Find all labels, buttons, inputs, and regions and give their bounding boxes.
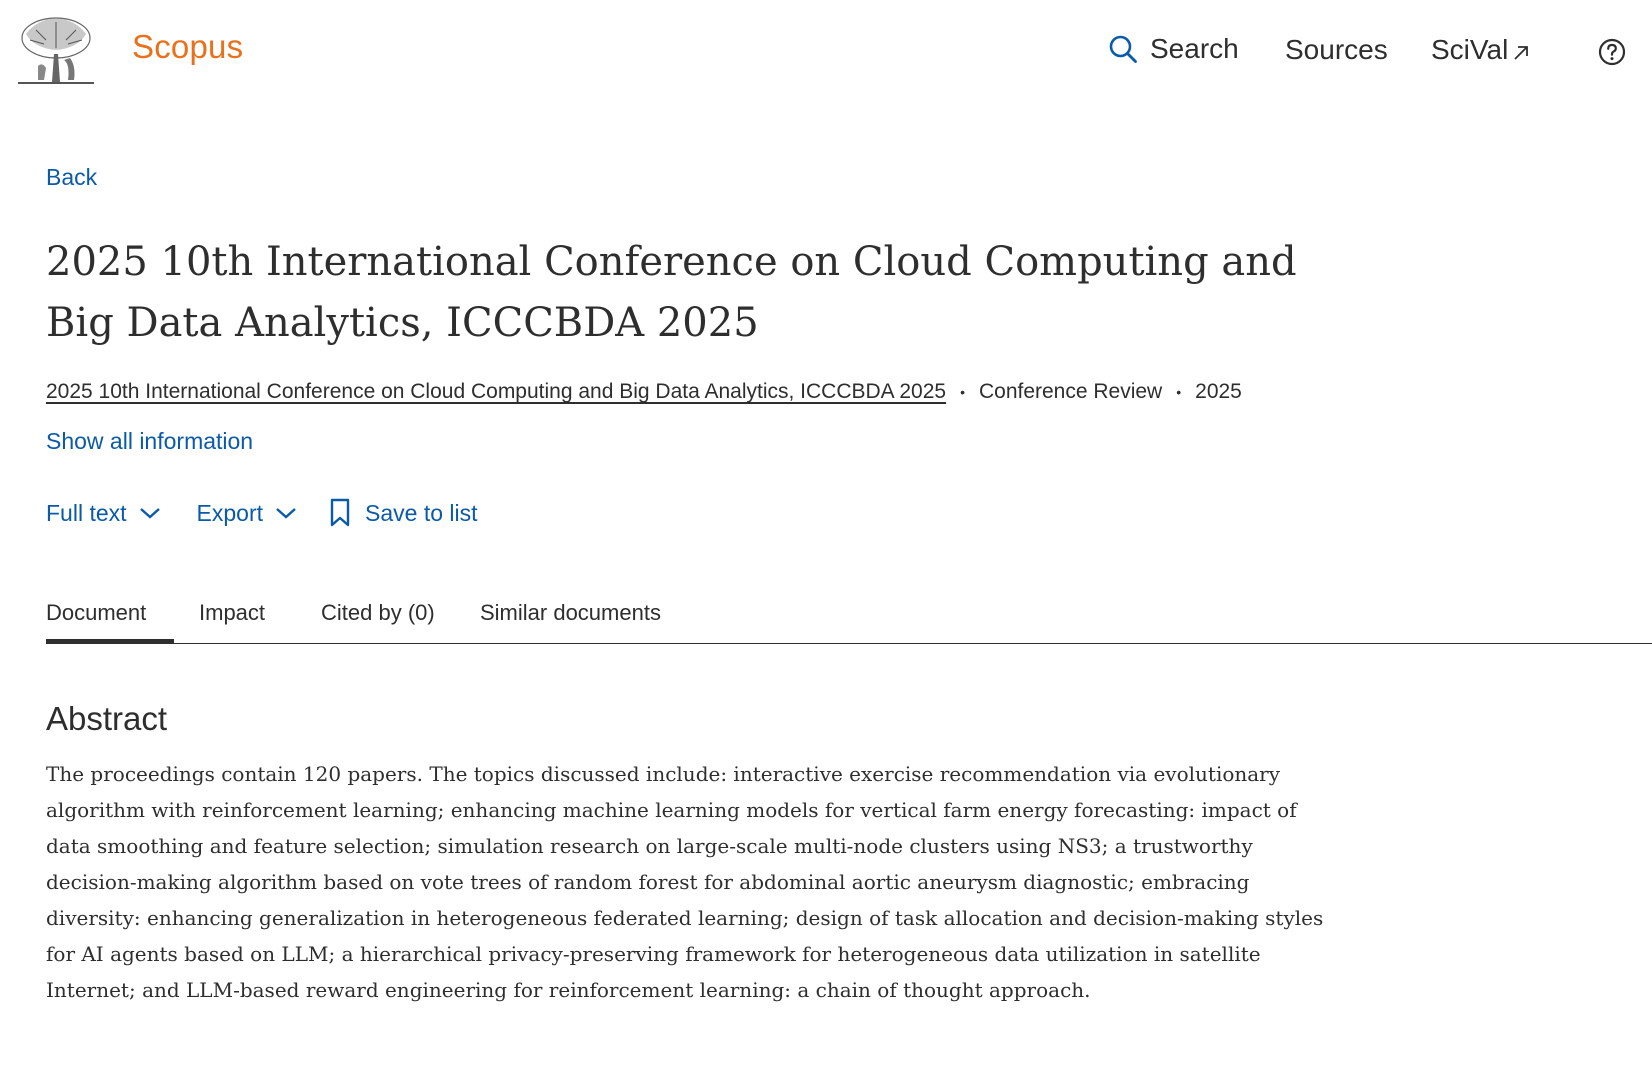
document-tabs xyxy=(46,600,1652,644)
nav-scival-link[interactable] xyxy=(1431,34,1530,66)
full-text-dropdown[interactable] xyxy=(46,500,161,527)
full-text-label: Full text xyxy=(46,499,127,526)
bookmark-icon xyxy=(329,498,351,528)
external-link-icon xyxy=(1512,44,1530,62)
top-header xyxy=(0,0,1652,100)
tab-impact[interactable]: Impact xyxy=(199,600,266,625)
save-to-list-button[interactable] xyxy=(329,498,478,528)
meta-separator: • xyxy=(1176,384,1182,400)
nav-search-link[interactable] xyxy=(1108,33,1239,65)
meta-separator: • xyxy=(960,384,965,400)
scopus-brand[interactable]: Scopus xyxy=(132,28,244,65)
back-link[interactable]: Back xyxy=(46,164,98,190)
chevron-down-icon xyxy=(139,506,161,520)
publication-year: 2025 xyxy=(1195,380,1242,403)
save-to-list-label: Save to list xyxy=(365,499,478,526)
document-actions xyxy=(46,498,478,528)
abstract-text: The proceedings contain 120 papers. The topics discussed include: interactive exercise recommendation via evolutionary algorithm with reinforcement learning; enhancing machine learning models for vertical farm energy forecasting: impact of data smoothing and feature selection; simulation research on large-scale multi-node clusters using NS3; a trustworthy decision-making algorithm based on vote trees of random forest for abdominal aortic aneurysm diagnostic; embracing diversity: enhancing generalization in heterogeneous federated learning; design of task allocation and decision-making styles for AI agents based on LLM; a hierarchical privacy-preserving framework for heterogeneous data utilization in satellite Internet; and LLM-based reward engineering for reinforcement learning: a chain of thought approach. xyxy=(46,762,1324,1002)
tab-document[interactable]: Document xyxy=(46,600,174,644)
document-title: 2025 10th International Conference on Cloud Computing and Big Data Analytics, ICCCBDA 2025 xyxy=(46,239,1297,346)
tab-cited-by[interactable]: Cited by (0) xyxy=(321,600,435,625)
show-all-information-link[interactable]: Show all information xyxy=(46,428,254,454)
document-meta xyxy=(46,380,1242,404)
chevron-down-icon xyxy=(275,506,297,520)
export-dropdown[interactable] xyxy=(197,500,297,527)
elsevier-tree-logo-icon[interactable] xyxy=(16,14,96,86)
help-icon[interactable] xyxy=(1598,38,1626,66)
abstract-heading: Abstract xyxy=(46,700,168,737)
source-title-link[interactable]: 2025 10th International Conference on Cloud Computing and Big Data Analytics, ICCCBDA 2025 xyxy=(46,380,947,403)
search-icon xyxy=(1108,34,1138,64)
document-type: Conference Review xyxy=(978,380,1163,403)
nav-search-label: Search xyxy=(1150,33,1239,64)
nav-sources-link[interactable]: Sources xyxy=(1285,34,1388,65)
export-label: Export xyxy=(196,499,264,526)
tab-similar-documents[interactable]: Similar documents xyxy=(480,600,661,625)
nav-scival-label: SciVal xyxy=(1431,34,1509,65)
